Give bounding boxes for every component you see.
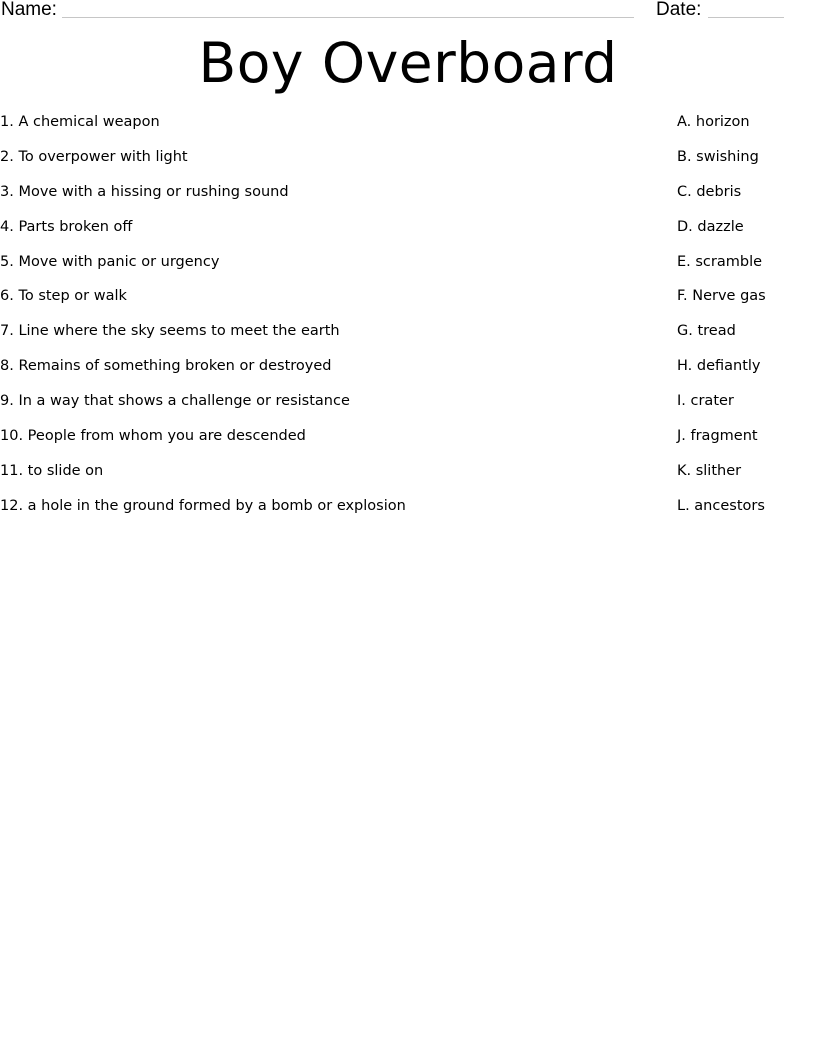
clue-item: 3. Move with a hissing or rushing sound [0,183,289,200]
answer-item: E. scramble [677,253,763,270]
clue-list [0,111,640,530]
answer-item: D. dazzle [677,218,744,235]
answer-item: F. Nerve gas [677,288,766,305]
clue-item: 6. To step or walk [0,288,127,305]
answer-item: C. debris [677,183,742,200]
worksheet-header [0,0,816,24]
clue-item: 10. People from whom you are descended [0,428,306,445]
name-label: Name: [1,0,57,20]
clue-item: 4. Parts broken off [0,218,133,235]
worksheet-title: Boy Overboard [198,31,618,95]
answer-item: J. fragment [677,428,758,445]
clue-item: 5. Move with panic or urgency [0,253,220,270]
name-blank-line [62,17,634,18]
clue-item: 11. to slide on [0,462,104,479]
answer-item: B. swishing [677,148,759,165]
answer-item: G. tread [677,323,736,340]
clue-item: 12. a hole in the ground formed by a bomb or explosion [0,497,406,514]
answer-item: H. defiantly [677,358,761,375]
clue-item: 1. A chemical weapon [0,114,160,130]
date-label: Date: [656,0,702,20]
date-blank-line [708,17,784,18]
answer-item: I. crater [677,393,734,410]
answer-item: A. horizon [677,114,750,130]
clue-item: 8. Remains of something broken or destroyed [0,358,332,375]
clue-item: 2. To overpower with light [0,148,188,165]
answer-item: L. ancestors [677,497,765,514]
answer-list [677,111,816,530]
clue-item: 9. In a way that shows a challenge or resistance [0,393,350,410]
answer-item: K. slither [677,462,742,479]
clue-item: 7. Line where the sky seems to meet the earth [0,323,340,340]
